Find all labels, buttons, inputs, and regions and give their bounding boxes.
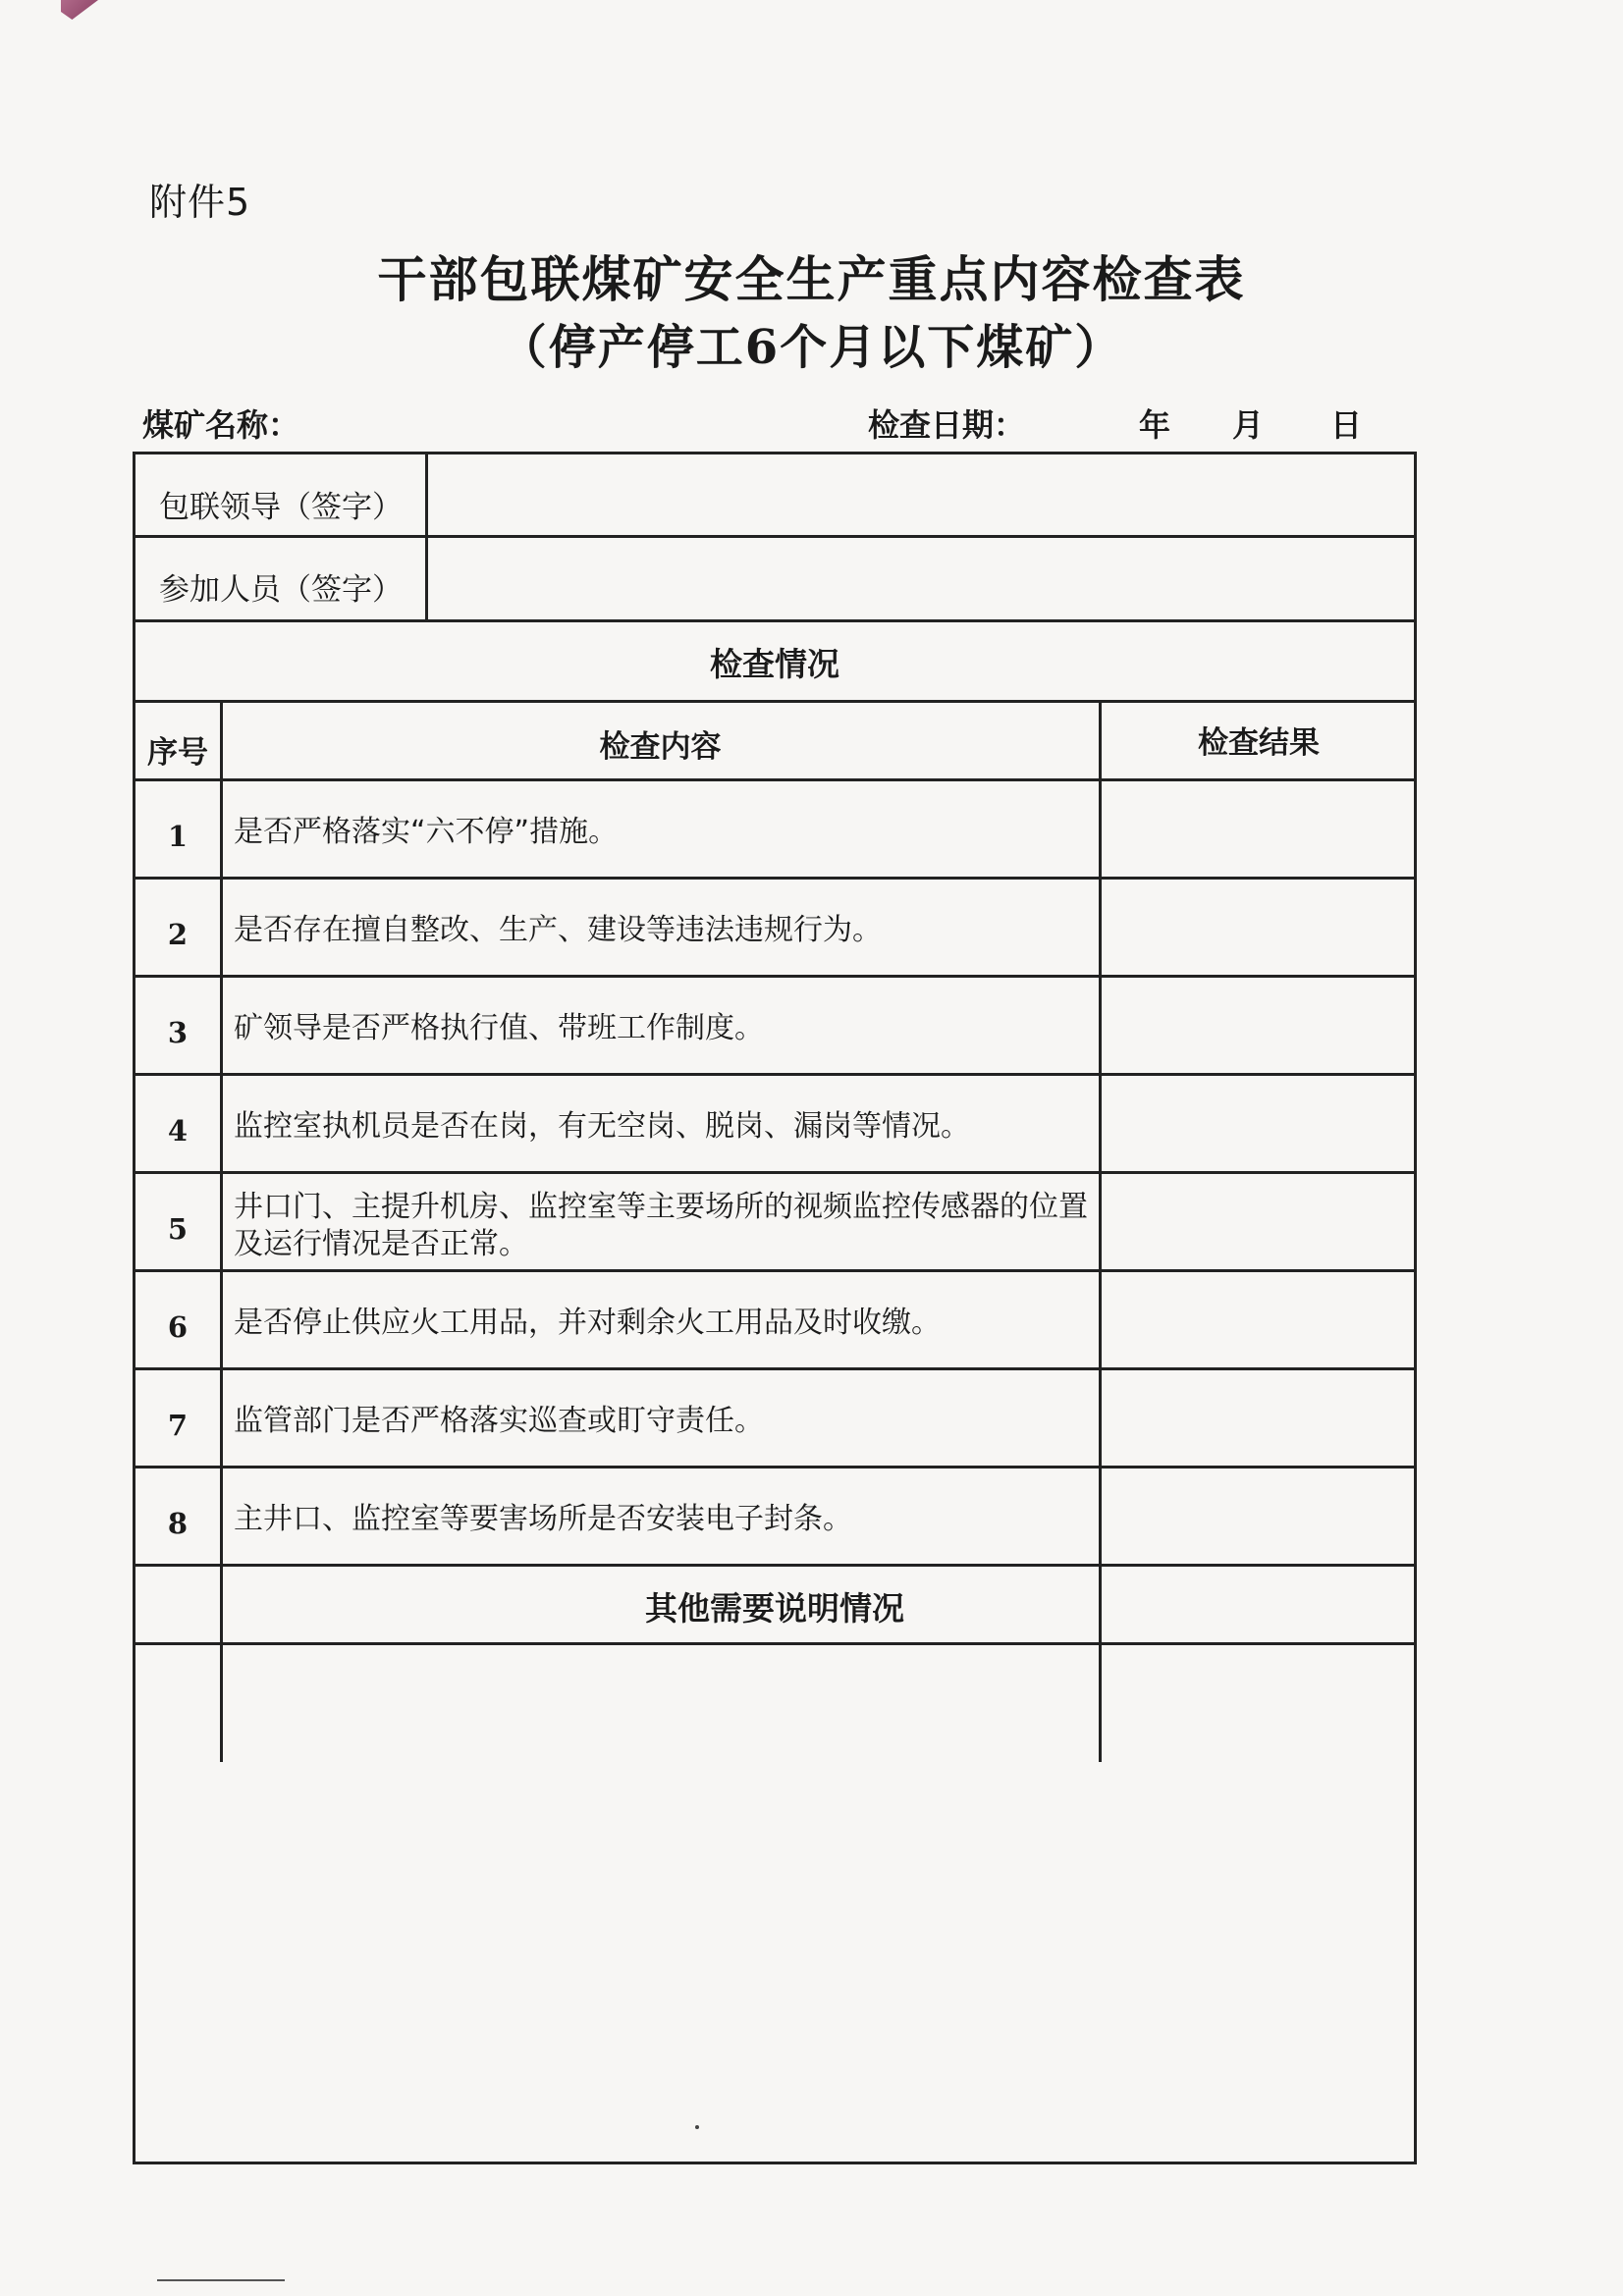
row-seq: 4 bbox=[167, 1114, 189, 1148]
row-seq: 7 bbox=[167, 1409, 189, 1442]
row-content: 是否严格落实“六不停”措施。 bbox=[234, 815, 619, 849]
corner-mark bbox=[61, 0, 98, 20]
attachment-label: 附件5 bbox=[149, 181, 251, 224]
inspection-section-title: 检查情况 bbox=[710, 645, 839, 683]
row-seq: 2 bbox=[167, 918, 189, 951]
row-content: 监控室执机员是否在岗，有无空岗、脱岗、漏岗等情况。 bbox=[234, 1109, 970, 1144]
scan-speck bbox=[695, 2125, 699, 2129]
row-divider bbox=[135, 877, 1414, 880]
leader-signature-label: 包联领导（签字） bbox=[159, 490, 403, 525]
row-content: 是否存在擅自整改、生产、建设等违法违规行为。 bbox=[234, 913, 882, 947]
row-seq: 3 bbox=[167, 1016, 189, 1049]
row-divider bbox=[135, 1171, 1414, 1174]
date-day-label: 日 bbox=[1330, 406, 1363, 444]
row-divider bbox=[135, 778, 1414, 781]
check-date-label: 检查日期： bbox=[868, 406, 1026, 444]
other-section-title: 其他需要说明情况 bbox=[645, 1589, 904, 1628]
row-divider bbox=[135, 1466, 1414, 1468]
row-seq: 6 bbox=[167, 1310, 189, 1344]
row-divider bbox=[135, 1073, 1414, 1076]
date-year-label: 年 bbox=[1139, 406, 1171, 444]
date-month-label: 月 bbox=[1232, 406, 1265, 444]
row-divider bbox=[135, 975, 1414, 978]
row-divider bbox=[135, 1564, 1414, 1567]
form-title: 干部包联煤矿安全生产重点内容检查表 bbox=[377, 250, 1246, 308]
row-content: 是否停止供应火工用品，并对剩余火工用品及时收缴。 bbox=[234, 1306, 941, 1340]
column-header-seq: 序号 bbox=[147, 735, 208, 771]
row-divider bbox=[135, 1269, 1414, 1272]
row-seq: 1 bbox=[167, 820, 189, 853]
participants-signature-label: 参加人员（签字） bbox=[159, 572, 403, 608]
form-subtitle: （停产停工6个月以下煤矿） bbox=[499, 320, 1124, 375]
row-content: 井口门、主提升机房、监控室等主要场所的视频监控传感器的位置及运行情况是否正常。 bbox=[234, 1190, 1088, 1261]
row-seq: 8 bbox=[167, 1507, 189, 1540]
row-content: 矿领导是否严格执行值、带班工作制度。 bbox=[234, 1011, 764, 1045]
row-divider bbox=[135, 535, 1414, 538]
column-header-content: 检查内容 bbox=[599, 729, 722, 765]
row-content: 监管部门是否严格落实巡查或盯守责任。 bbox=[234, 1404, 764, 1438]
column-header-result: 检查结果 bbox=[1198, 725, 1320, 761]
inspection-form bbox=[133, 452, 1417, 2164]
mine-name-label: 煤矿名称： bbox=[142, 406, 300, 444]
row-divider bbox=[135, 619, 1414, 622]
row-divider bbox=[135, 1642, 1414, 1645]
footer-line bbox=[157, 2279, 285, 2281]
row-divider bbox=[135, 700, 1414, 703]
row-content: 主井口、监控室等要害场所是否安装电子封条。 bbox=[234, 1502, 852, 1536]
row-seq: 5 bbox=[167, 1212, 189, 1246]
row-divider bbox=[135, 1367, 1414, 1370]
